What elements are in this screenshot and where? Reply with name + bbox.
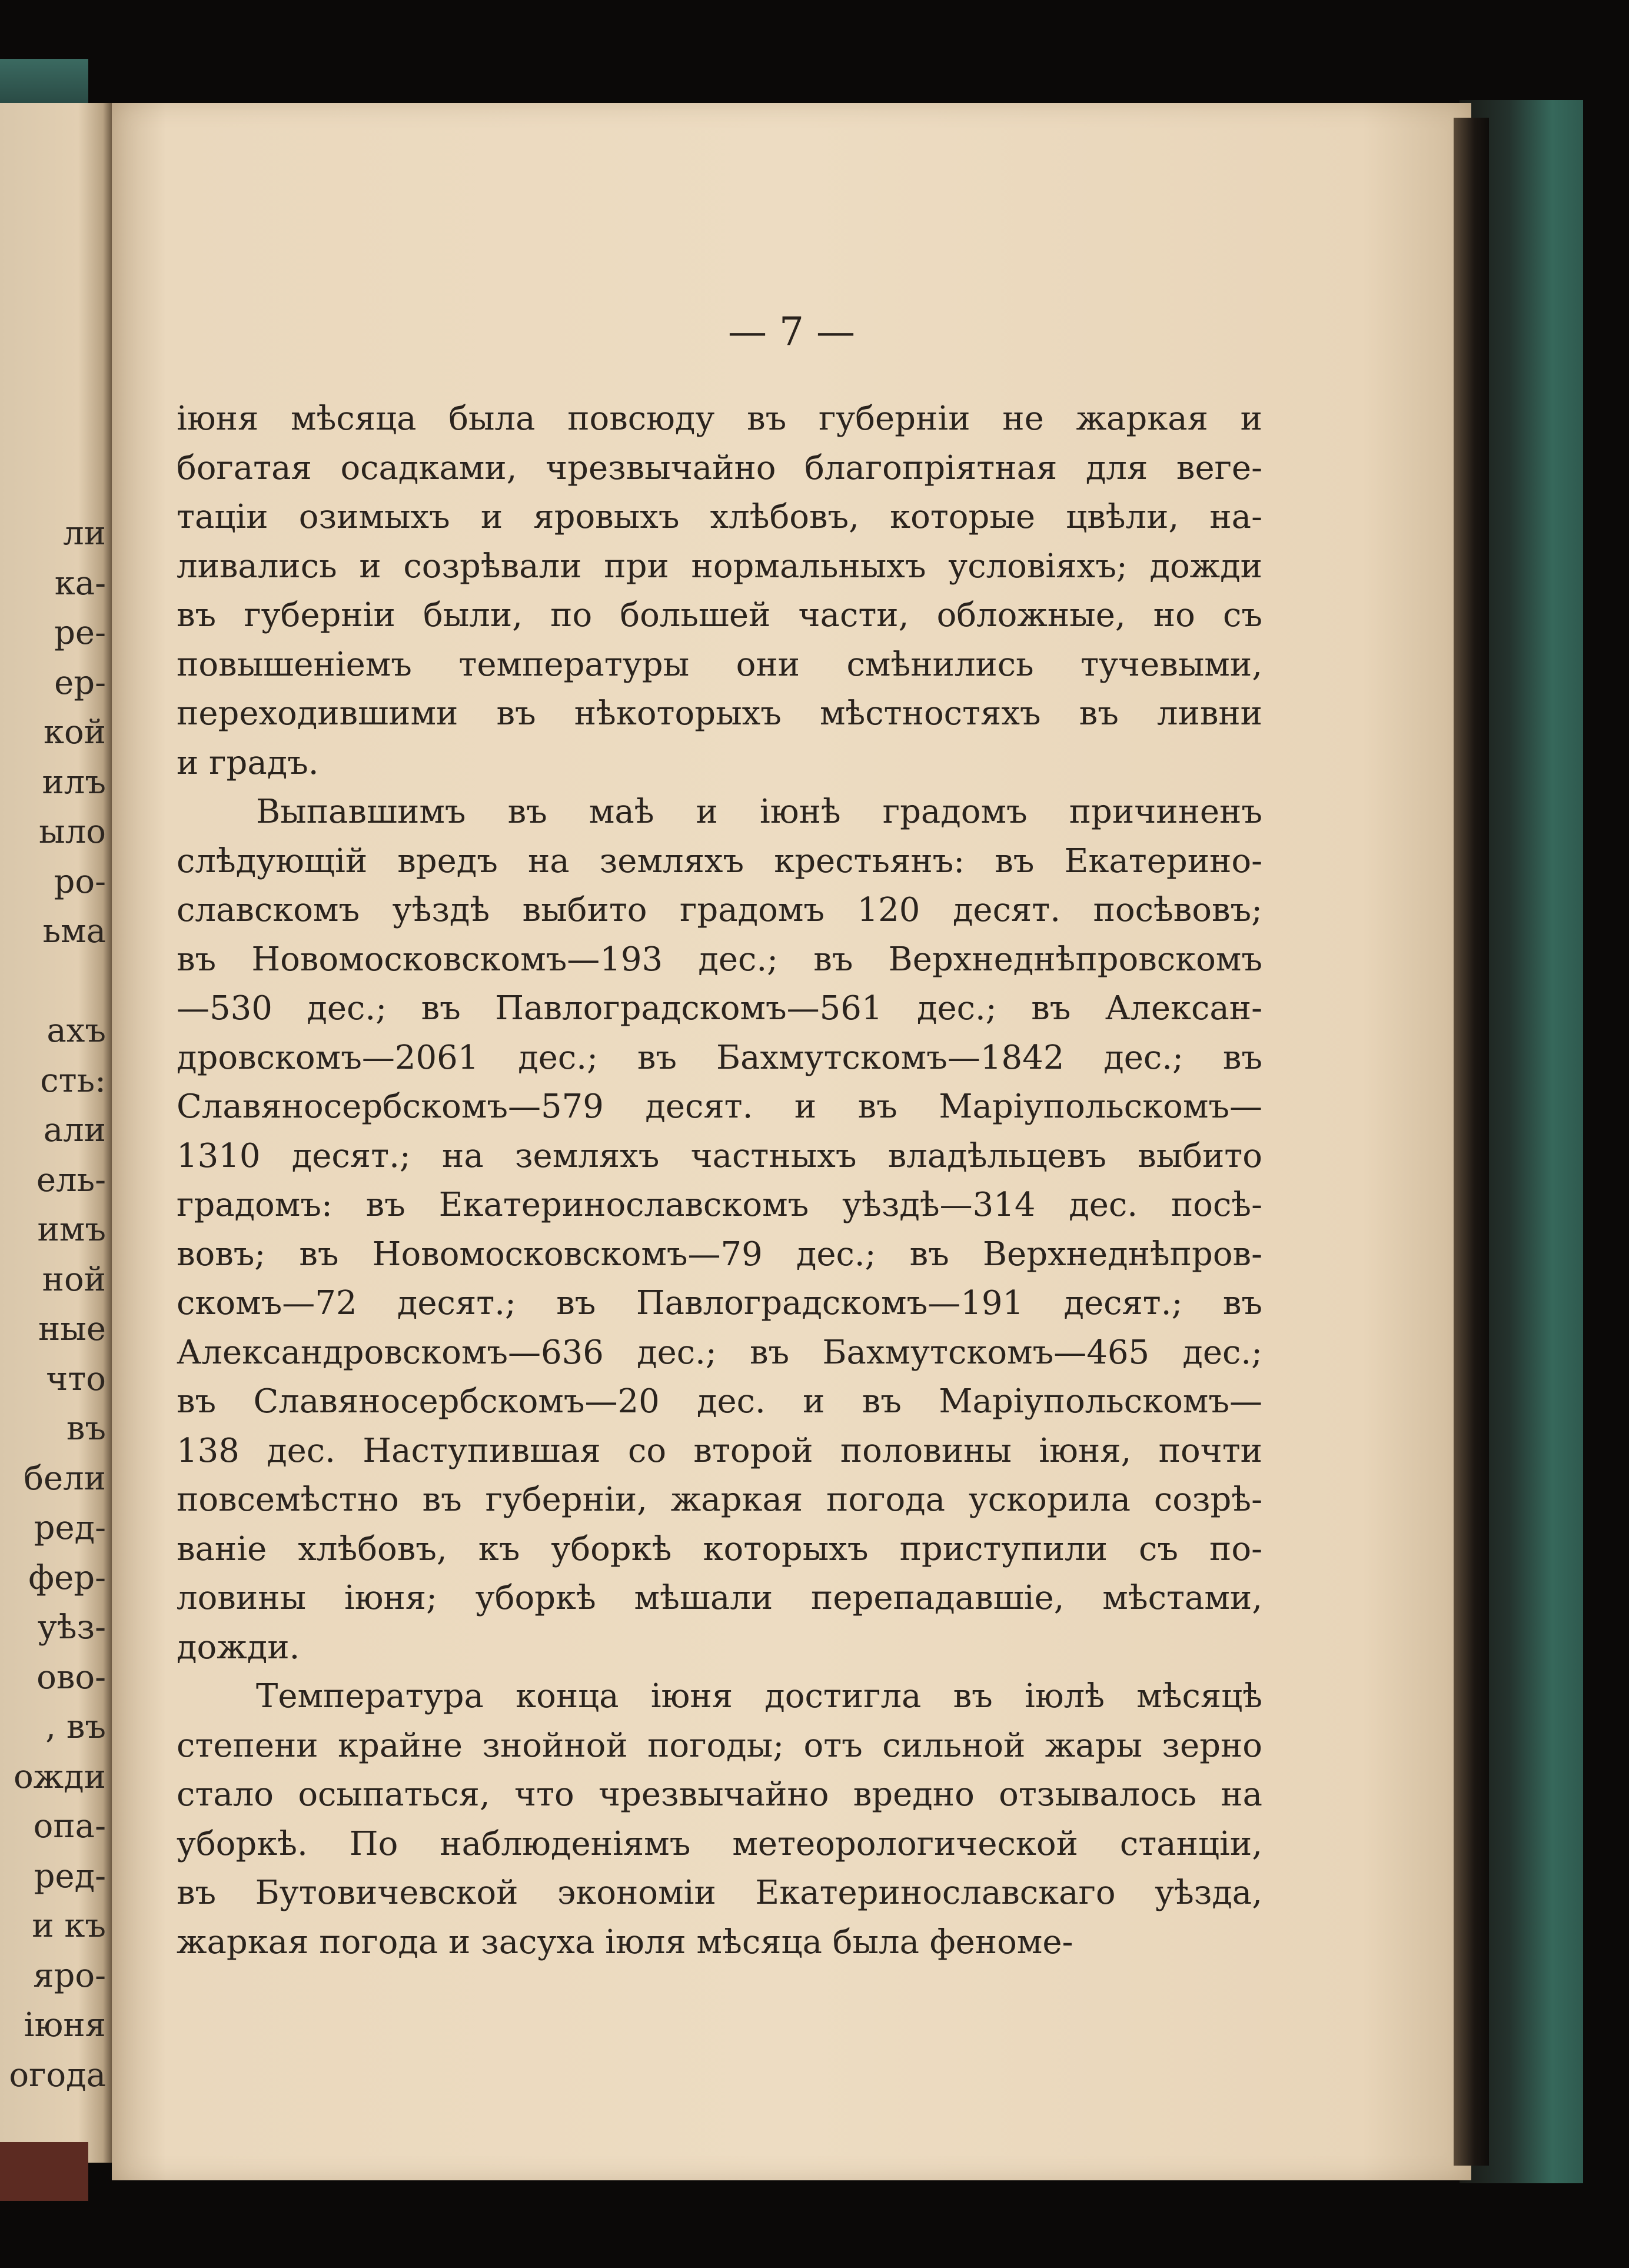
previous-page-fragment: огода bbox=[9, 2056, 106, 2094]
previous-page-fragment: что bbox=[46, 1359, 106, 1398]
previous-page-fragment: кой bbox=[43, 713, 106, 751]
text-line: ваніе хлѣбовъ, къ уборкѣ которыхъ приступили съ по- bbox=[177, 1529, 1262, 1568]
previous-page-fragment: ред- bbox=[34, 1857, 106, 1895]
page-stack-edge bbox=[1454, 118, 1489, 2166]
previous-page-fragment bbox=[0, 957, 106, 1007]
text-line: дровскомъ—2061 дес.; въ Бахмутскомъ—1842 дес.; въ bbox=[177, 1038, 1262, 1077]
previous-page-fragment: фер- bbox=[28, 1558, 106, 1597]
text-line: въ Славяносербскомъ—20 дес. и въ Маріупольскомъ— bbox=[177, 1382, 1262, 1421]
previous-page-fragment: ка- bbox=[54, 564, 106, 603]
previous-page-fragment: ьма bbox=[42, 912, 106, 950]
previous-page-fragment: ахъ bbox=[46, 1012, 106, 1050]
previous-page-fragment: ель- bbox=[36, 1160, 106, 1199]
book-cover-left-bottom bbox=[0, 2142, 88, 2201]
previous-page-fragment: , въ bbox=[45, 1708, 106, 1746]
text-line: степени крайне знойной погоды; отъ сильной жары зерно bbox=[177, 1726, 1262, 1765]
previous-page-fragment: іюня bbox=[24, 2006, 106, 2044]
text-line: славскомъ уѣздѣ выбито градомъ 120 десят. посѣвовъ; bbox=[177, 891, 1262, 929]
previous-page-fragment: въ bbox=[66, 1409, 106, 1448]
text-line: уборкѣ. По наблюденіямъ метеорологической станціи, bbox=[177, 1824, 1262, 1863]
previous-page-fragment: ные bbox=[38, 1310, 106, 1348]
text-line: Славяносербскомъ—579 десят. и въ Маріупольскомъ— bbox=[177, 1088, 1262, 1126]
previous-page-fragment: и къ bbox=[32, 1907, 106, 1945]
text-line: стало осыпаться, что чрезвычайно вредно отзывалось на bbox=[177, 1775, 1262, 1814]
text-line: слѣдующій вредъ на земляхъ крестьянъ: въ Екатерино- bbox=[177, 842, 1262, 880]
previous-page-fragment: илъ bbox=[42, 763, 106, 802]
previous-page-text-fragments bbox=[0, 509, 106, 2100]
previous-page-fragment: ово- bbox=[36, 1658, 106, 1697]
previous-page-fragment: имъ bbox=[37, 1211, 106, 1249]
text-line: въ Бутовичевской экономіи Екатеринославскаго уѣзда, bbox=[177, 1874, 1262, 1912]
previous-page-fragment: ер- bbox=[54, 663, 106, 702]
previous-page-fragment: ли bbox=[63, 514, 106, 553]
previous-page-fragment: яро- bbox=[33, 1956, 106, 1995]
text-line: въ губерніи были, по большей части, обложные, но съ bbox=[177, 596, 1262, 634]
book-page bbox=[112, 103, 1471, 2180]
text-line: Александровскомъ—636 дес.; въ Бахмутскомъ—465 дес.; bbox=[177, 1333, 1262, 1372]
previous-page-fragment: ной bbox=[42, 1260, 106, 1299]
text-line: 1310 десят.; на земляхъ частныхъ владѣльцевъ выбито bbox=[177, 1136, 1262, 1175]
text-line: ливались и созрѣвали при нормальныхъ условіяхъ; дожди bbox=[177, 547, 1262, 586]
text-line: ловины іюня; уборкѣ мѣшали перепадавшіе, мѣстами, bbox=[177, 1579, 1262, 1617]
text-line: повышеніемъ температуры они смѣнились тучевыми, bbox=[177, 645, 1262, 684]
text-line: богатая осадками, чрезвычайно благопріятная для веге- bbox=[177, 448, 1262, 487]
previous-page-edge bbox=[0, 103, 112, 2163]
previous-page-fragment: опа- bbox=[33, 1807, 106, 1845]
book-cover-left-top bbox=[0, 59, 88, 103]
text-line: Температура конца іюня достигла въ іюлѣ мѣсяцѣ bbox=[256, 1677, 1262, 1715]
previous-page-fragment: ро- bbox=[54, 862, 106, 901]
text-line: въ Новомосковскомъ—193 дес.; въ Верхнеднѣпровскомъ bbox=[177, 940, 1262, 979]
text-line: переходившими въ нѣкоторыхъ мѣстностяхъ въ ливни bbox=[177, 694, 1262, 733]
text-line: Выпавшимъ въ маѣ и іюнѣ градомъ причиненъ bbox=[256, 793, 1262, 831]
text-line: вовъ; въ Новомосковскомъ—79 дес.; въ Верхнеднѣпров- bbox=[177, 1235, 1262, 1273]
text-line: скомъ—72 десят.; въ Павлоградскомъ—191 десят.; въ bbox=[177, 1284, 1262, 1322]
previous-page-fragment: уѣз- bbox=[37, 1608, 106, 1647]
previous-page-fragment: бели bbox=[24, 1459, 106, 1498]
previous-page-fragment: ыло bbox=[39, 813, 106, 851]
previous-page-fragment: ре- bbox=[54, 614, 106, 652]
text-line: —530 дес.; въ Павлоградскомъ—561 дес.; въ Алексан- bbox=[177, 989, 1262, 1027]
text-line: таціи озимыхъ и яровыхъ хлѣбовъ, которые цвѣли, на- bbox=[177, 498, 1262, 536]
text-line: повсемѣстно въ губерніи, жаркая погода ускорила созрѣ- bbox=[177, 1481, 1262, 1519]
text-line: дожди. bbox=[177, 1628, 300, 1667]
previous-page-fragment: ред- bbox=[34, 1509, 106, 1547]
previous-page-fragment: сть: bbox=[40, 1061, 106, 1100]
page-number: — 7 — bbox=[728, 309, 855, 354]
text-line: жаркая погода и засуха іюля мѣсяца была феноме- bbox=[177, 1923, 1073, 1961]
previous-page-fragment: али bbox=[43, 1111, 106, 1149]
previous-page-fragment: ожди bbox=[13, 1757, 106, 1796]
text-line: и градъ. bbox=[177, 743, 319, 782]
page-body-text bbox=[177, 394, 1262, 1967]
text-line: 138 дес. Наступившая со второй половины іюня, почти bbox=[177, 1431, 1262, 1470]
text-line: градомъ: въ Екатеринославскомъ уѣздѣ—314 дес. посѣ- bbox=[177, 1186, 1262, 1224]
text-line: іюня мѣсяца была повсюду въ губерніи не жаркая и bbox=[177, 400, 1262, 438]
